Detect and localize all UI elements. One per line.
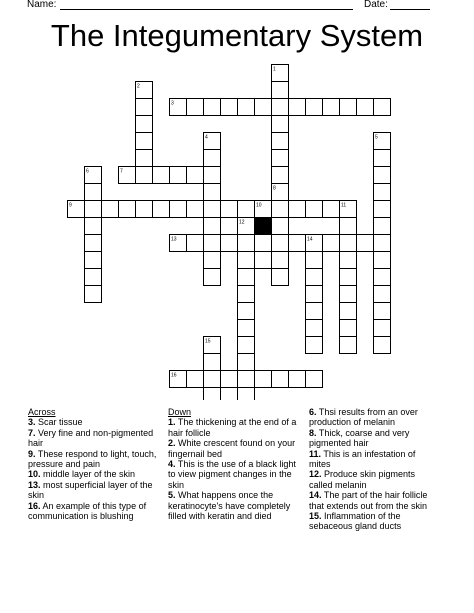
cell-number: 5 [375,134,378,141]
clue-text: Thsi results from an over production of melanin [309,407,418,428]
grid-cell[interactable] [357,235,374,252]
clue-item [28,480,170,501]
clue-text: Thick, coarse and very pigmented hair [309,427,410,449]
grid-cell[interactable] [221,99,238,116]
clue-number: 10. [28,469,41,480]
grid-cell[interactable] [238,354,255,371]
grid-cell[interactable] [221,201,238,218]
down-clues [168,407,305,521]
grid-cell[interactable] [204,99,221,116]
grid-cell[interactable] [272,133,289,150]
cell-number: 7 [120,168,123,175]
clue-item [168,490,305,521]
grid-cell[interactable] [238,303,255,320]
grid-cell[interactable] [340,303,357,320]
grid-cell[interactable] [119,201,136,218]
cell-number: 6 [86,168,89,175]
grid-cell[interactable] [374,320,391,337]
grid-cell[interactable] [238,337,255,354]
grid-cell[interactable] [289,235,306,252]
clue-item [168,417,305,438]
grid-cell[interactable] [136,99,153,116]
grid-cell[interactable] [187,235,204,252]
grid-cell[interactable] [170,167,187,184]
clue-number: 6. [309,407,317,417]
clue-text: most superficial layer of the skin [28,479,153,501]
grid-cell[interactable] [374,167,391,184]
grid-cell[interactable] [204,201,221,218]
grid-cell[interactable] [187,201,204,218]
grid-cell[interactable] [340,218,357,235]
clue-item [28,501,170,522]
grid-cell[interactable] [289,371,306,388]
grid-cell[interactable] [238,99,255,116]
grid-cell[interactable] [306,252,323,269]
grid-cell[interactable] [340,320,357,337]
grid-cell[interactable] [204,388,221,401]
grid-cell[interactable] [187,167,204,184]
clue-text: Produce skin pigments called melanin [309,469,416,490]
grid-cell[interactable] [306,99,323,116]
clue-text: An example of this type of communication is blushing [28,500,147,522]
grid-cell[interactable] [136,133,153,150]
grid-cell[interactable] [374,235,391,252]
grid-cell[interactable] [272,218,289,235]
cell-number: 11 [341,202,347,209]
grid-cell[interactable] [272,167,289,184]
grid-cell[interactable] [187,371,204,388]
grid-cell[interactable] [238,201,255,218]
clue-item [309,407,434,428]
grid-cell[interactable] [272,150,289,167]
grid-cell[interactable] [374,286,391,303]
clue-item [28,428,170,449]
clue-number: 11. [309,448,322,459]
grid-cell[interactable] [374,269,391,286]
grid-cell[interactable] [289,201,306,218]
cell-number: 14 [307,236,313,243]
clue-text: This is the use of a black light to view pigment changes in the skin [168,459,296,490]
clue-item [168,438,305,459]
grid-cell[interactable] [323,99,340,116]
grid-cell[interactable] [221,235,238,252]
grid-cell[interactable] [204,235,221,252]
grid-cell[interactable] [187,99,204,116]
clue-text: Very fine and non-pigmented hair [28,427,154,449]
grid-cell[interactable] [289,99,306,116]
clue-text: The thickening at the end of a hair follicle [168,417,297,438]
grid-cell[interactable] [255,252,272,269]
grid-cell[interactable] [238,252,255,269]
grid-cell[interactable] [85,286,102,303]
clue-number: 8. [309,427,317,438]
grid-cell[interactable] [374,201,391,218]
grid-cell[interactable] [306,201,323,218]
grid-cell[interactable] [204,354,221,371]
grid-cell[interactable] [170,201,187,218]
grid-cell[interactable] [255,371,272,388]
down-heading: Down [168,407,192,417]
grid-cell[interactable] [272,99,289,116]
grid-cell[interactable] [85,184,102,201]
cell-number: 4 [205,134,208,141]
grid-cell[interactable] [238,320,255,337]
grid-cell[interactable] [255,235,272,252]
clue-number: 3. [28,417,36,428]
grid-cell[interactable] [136,201,153,218]
grid-cell[interactable] [306,269,323,286]
clue-number: 12. [309,469,322,480]
clue-number: 1. [168,417,176,428]
grid-cell[interactable] [374,184,391,201]
grid-cell[interactable] [102,201,119,218]
clue-item [309,490,434,511]
grid-cell[interactable] [136,150,153,167]
grid-cell[interactable] [323,201,340,218]
grid-cell[interactable] [136,167,153,184]
grid-cell[interactable] [374,337,391,354]
cell-number: 15 [205,338,211,345]
grid-cell[interactable] [374,99,391,116]
clue-text: Scar tissue [35,417,83,428]
clue-item [28,417,170,427]
grid-cell[interactable] [340,99,357,116]
cell-number: 8 [273,185,276,192]
grid-cell[interactable] [255,99,272,116]
grid-cell[interactable] [374,303,391,320]
clue-text: This is an infestation of mites [309,448,416,470]
clue-item [309,428,434,449]
clue-item [28,469,170,479]
grid-cell[interactable] [204,167,221,184]
grid-cell[interactable] [272,269,289,286]
clue-number: 15. [309,511,322,522]
clue-item [309,511,434,532]
grid-cell[interactable] [153,167,170,184]
clue-text: What happens once the keratinocyte's have completely filled with keratin and died [168,490,291,522]
grid-cell[interactable] [340,337,357,354]
cell-number: 3 [171,100,174,107]
grid-cell[interactable] [306,303,323,320]
clue-number: 16. [28,500,41,511]
clue-number: 2. [168,438,176,449]
grid-cell[interactable] [204,218,221,235]
clue-text: These respond to light, touch, pressure and pain [28,448,157,470]
grid-cell[interactable] [340,286,357,303]
grid-cell[interactable] [374,252,391,269]
grid-cell[interactable] [238,388,255,401]
grid-cell[interactable] [374,218,391,235]
grid-cell[interactable] [340,235,357,252]
clue-number: 13. [28,479,41,490]
grid-cell[interactable] [272,235,289,252]
grid-cell[interactable] [85,201,102,218]
grid-cell[interactable] [238,286,255,303]
grid-cell[interactable] [85,235,102,252]
clue-text: middle layer of the skin [40,469,136,480]
grid-cell[interactable] [374,150,391,167]
cell-number: 16 [171,372,177,379]
clue-text: Inflammation of the sebaceous gland ducts [309,511,402,532]
grid-cell[interactable] [272,82,289,99]
cell-number: 13 [171,236,177,243]
date-label: Date: [364,0,388,10]
grid-cell[interactable] [136,116,153,133]
clue-item [309,469,434,490]
grid-cell[interactable] [238,269,255,286]
page-title: The Integumentary System [50,18,424,53]
clue-item [168,459,305,490]
grid-cell[interactable] [306,337,323,354]
grid-cell[interactable] [153,201,170,218]
across-clues [28,407,170,521]
name-label: Name: [27,0,57,10]
grid-cell[interactable] [357,99,374,116]
cell-number: 2 [137,83,140,90]
grid-cell[interactable] [272,201,289,218]
cell-number: 9 [69,202,72,209]
grid-cell[interactable] [204,150,221,167]
grid-cell[interactable] [272,371,289,388]
cell-number: 10 [256,202,262,209]
grid-cell[interactable] [306,320,323,337]
across-heading: Across [28,407,56,417]
grid-cell[interactable] [340,252,357,269]
grid-cell[interactable] [306,286,323,303]
clue-item [309,449,434,470]
clue-text: The part of the hair follicle that extends out from the skin [309,490,428,511]
grid-cell[interactable] [272,116,289,133]
black-cell [255,218,272,235]
grid-cell[interactable] [85,269,102,286]
down-clues-continued [309,407,434,532]
grid-cell[interactable] [204,371,221,388]
grid-cell[interactable] [238,235,255,252]
grid-cell[interactable] [204,269,221,286]
clue-number: 5. [168,490,176,501]
grid-cell[interactable] [221,371,238,388]
grid-cell[interactable] [85,218,102,235]
grid-cell[interactable] [306,371,323,388]
cell-number: 1 [273,66,276,73]
grid-cell[interactable] [323,235,340,252]
grid-cell[interactable] [85,252,102,269]
grid-cell[interactable] [272,252,289,269]
cell-number: 12 [239,219,245,226]
grid-cell[interactable] [340,269,357,286]
clue-number: 7. [28,427,36,438]
clue-number: 4. [168,459,176,470]
clue-number: 14. [309,490,322,501]
grid-cell[interactable] [238,371,255,388]
clue-number: 9. [28,448,36,459]
clue-text: White crescent found on your fingernail bed [168,438,296,459]
clue-item [28,449,170,470]
grid-cell[interactable] [204,252,221,269]
grid-cell[interactable] [204,184,221,201]
